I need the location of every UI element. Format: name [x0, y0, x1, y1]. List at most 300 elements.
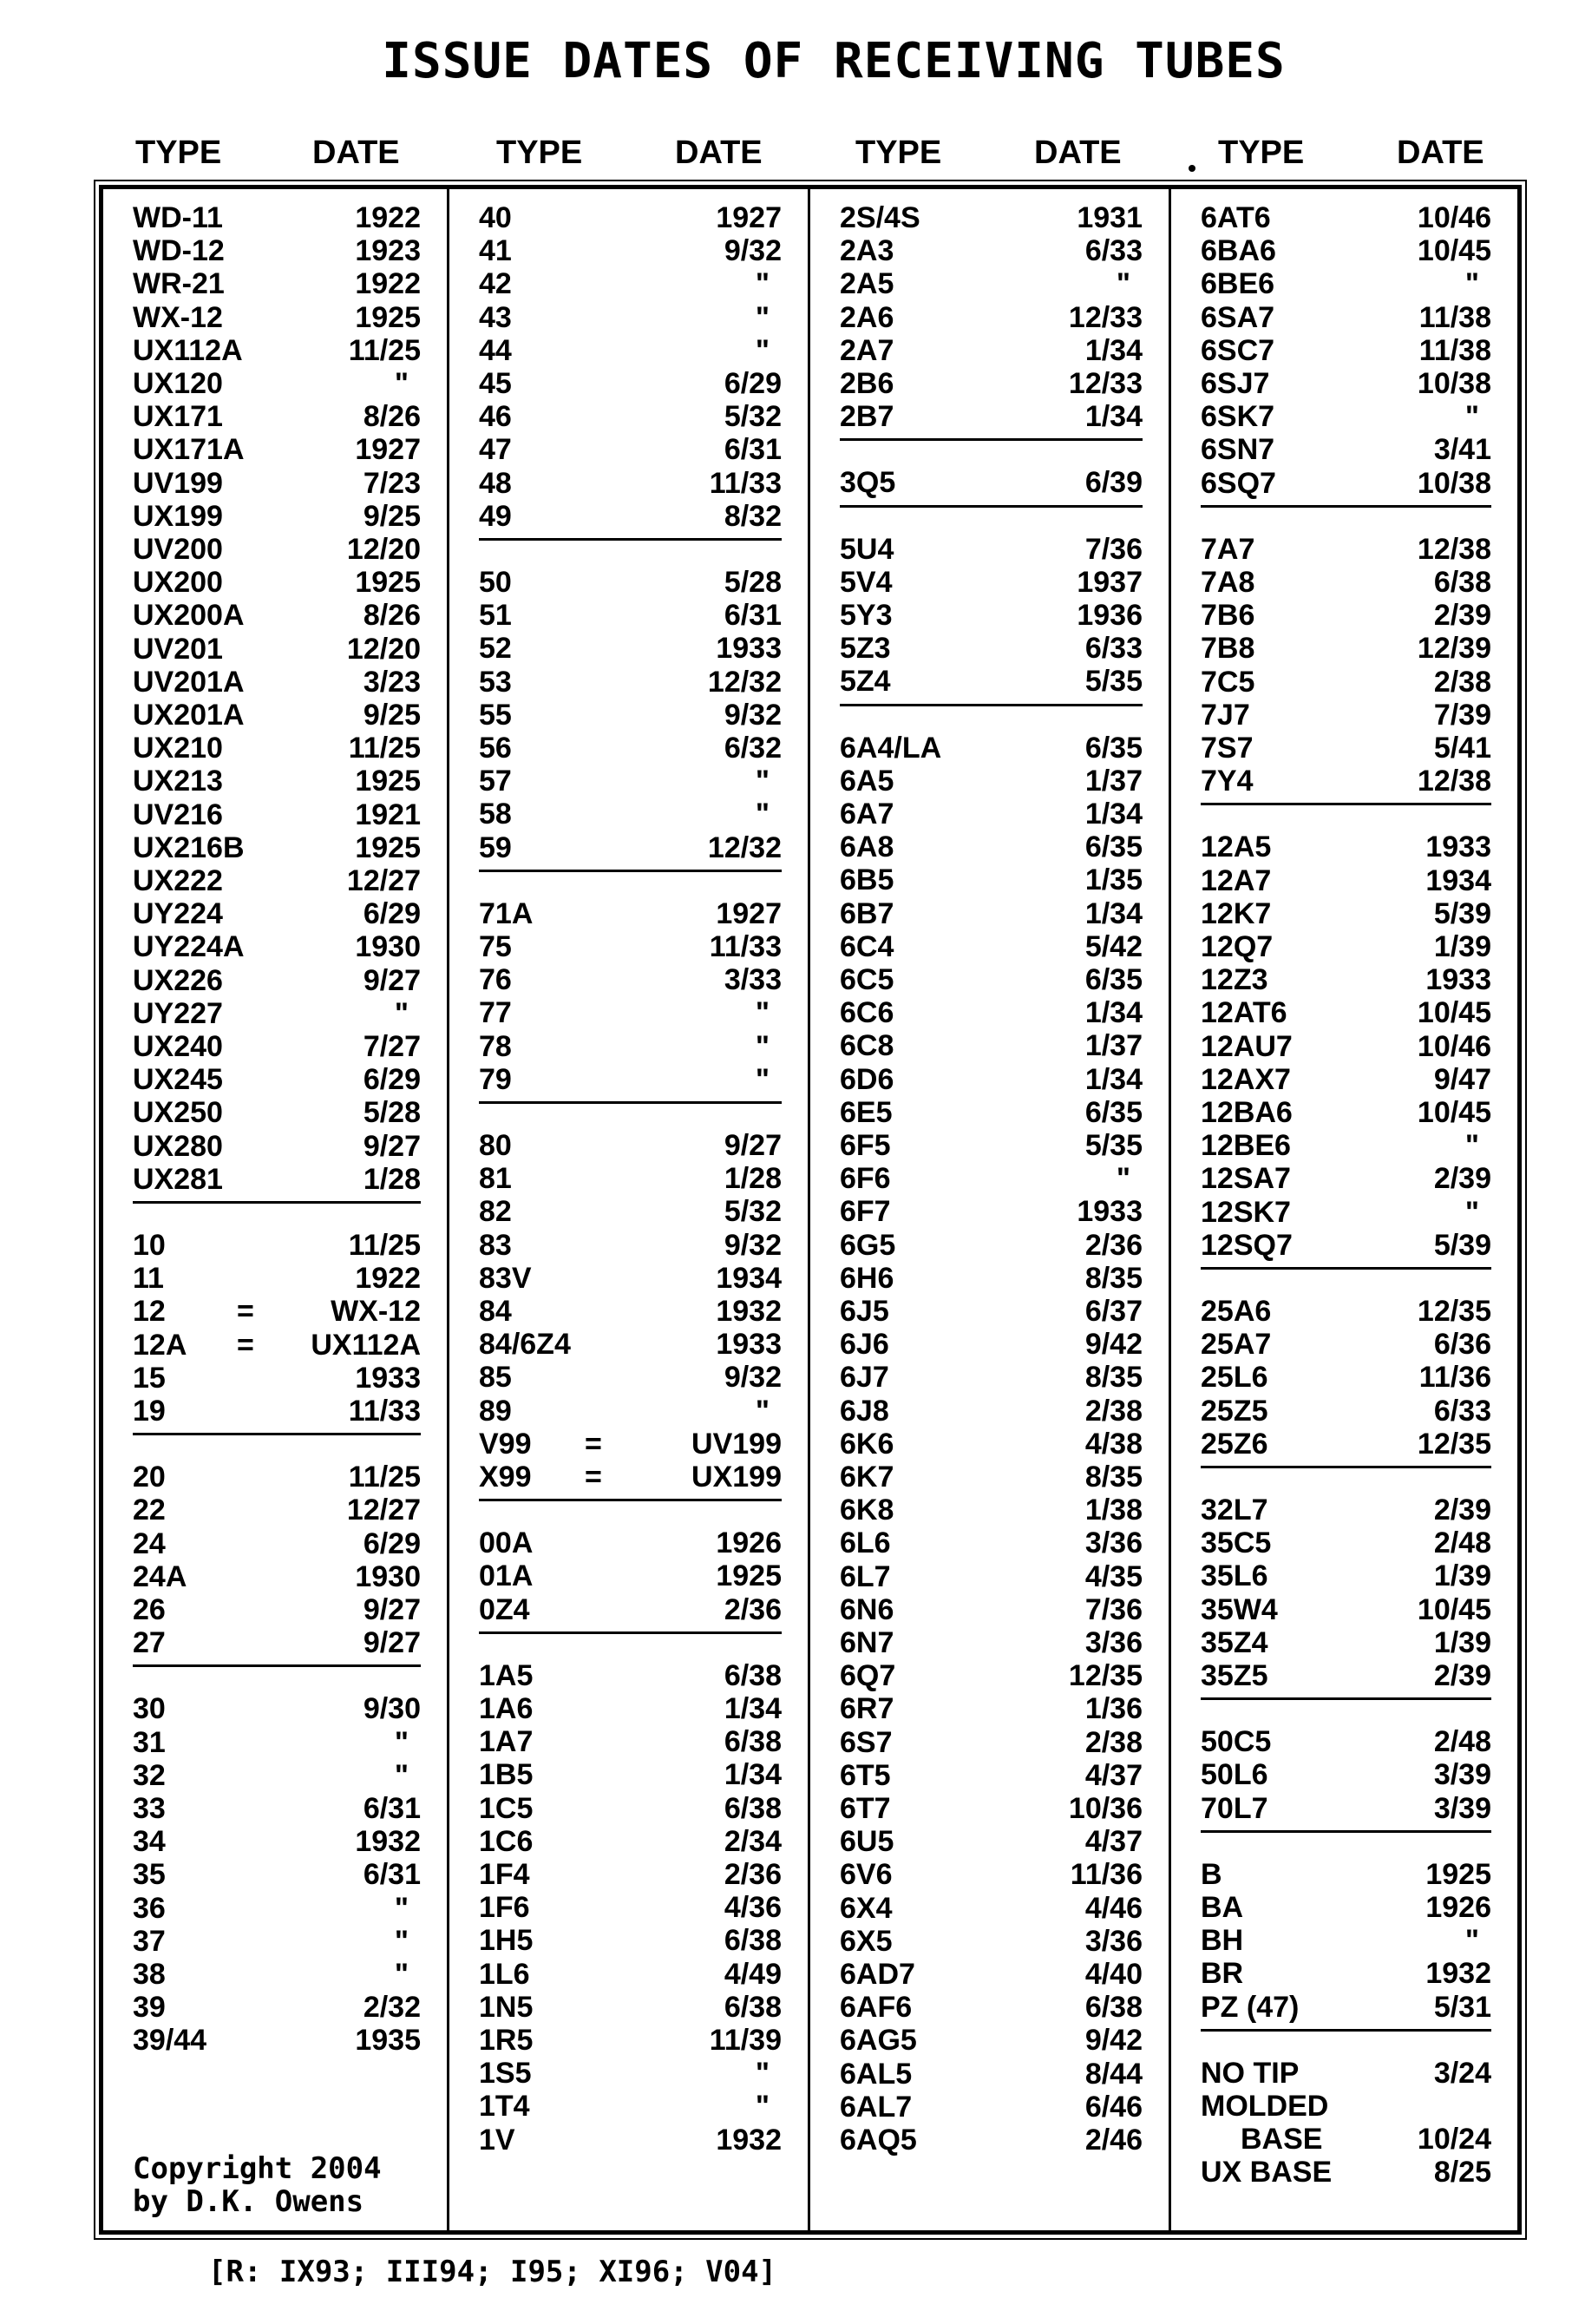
issue-date: 12/35 — [1417, 1427, 1491, 1461]
issue-date: " — [755, 996, 770, 1030]
issue-date: 1922 — [355, 267, 421, 301]
tube-type: 5U4 — [840, 532, 894, 566]
issue-date: 1/34 — [1084, 333, 1143, 367]
table-row — [103, 1130, 447, 1163]
tube-type: 12BA6 — [1201, 1096, 1293, 1129]
issue-date: UX112A — [311, 1328, 421, 1362]
tube-type: 2B6 — [840, 367, 894, 400]
table-row — [103, 334, 447, 367]
table-row — [449, 1526, 808, 1559]
tube-type: 6F5 — [840, 1129, 891, 1162]
table-row — [810, 267, 1169, 300]
issue-date: " — [755, 333, 770, 367]
issue-date: 9/32 — [724, 1228, 782, 1262]
issue-date: 12/32 — [707, 665, 782, 699]
issue-date: 3/36 — [1084, 1626, 1143, 1659]
issue-date: 6/29 — [363, 897, 421, 931]
table-row — [1171, 1030, 1517, 1063]
tube-type: 31 — [133, 1725, 166, 1759]
tube-type: 48 — [479, 466, 512, 500]
issue-date: UV199 — [691, 1427, 782, 1461]
issue-date: 7/36 — [1084, 532, 1143, 566]
tube-type: 81 — [479, 1162, 512, 1196]
table-row — [1171, 400, 1517, 433]
table-row — [1171, 1924, 1517, 1957]
tube-type: UX199 — [133, 499, 223, 533]
issue-date: 1932 — [716, 2123, 782, 2157]
table-row — [810, 1461, 1169, 1494]
tube-type: V99 — [479, 1427, 532, 1461]
issue-date: 1925 — [355, 830, 421, 864]
table-row — [103, 234, 447, 267]
table-row — [810, 1659, 1169, 1692]
tube-type: 89 — [479, 1394, 512, 1428]
issue-date: 1934 — [1425, 863, 1491, 897]
issue-date: " — [1464, 1924, 1479, 1958]
tube-type: UX200A — [133, 599, 245, 633]
issue-date: 10/46 — [1417, 1029, 1491, 1063]
table-row — [103, 997, 447, 1030]
issue-date: 5/42 — [1084, 929, 1143, 963]
header-type-1: TYPE — [135, 135, 222, 171]
issue-date: 1/34 — [1084, 400, 1143, 434]
tube-type: 6AF6 — [840, 1991, 913, 2025]
issue-date: " — [394, 1725, 409, 1759]
table-row — [810, 400, 1169, 433]
tube-type: B — [1201, 1857, 1222, 1891]
issue-date: 9/42 — [1084, 1328, 1143, 1362]
table-row — [1171, 1593, 1517, 1626]
table-row — [810, 2024, 1169, 2057]
table-row — [103, 467, 447, 500]
table-row — [1171, 930, 1517, 963]
table-row — [103, 1560, 447, 1593]
tube-type: 40 — [479, 201, 512, 234]
table-row — [1171, 1858, 1517, 1891]
tube-type: 32L7 — [1201, 1494, 1268, 1526]
table-row — [1171, 1096, 1517, 1129]
tube-type: 25Z6 — [1201, 1427, 1268, 1461]
table-row — [103, 1063, 447, 1096]
table-row — [1171, 2057, 1517, 2090]
issue-date: 11/33 — [709, 930, 782, 963]
group-separator — [479, 1101, 782, 1104]
table-row — [103, 400, 447, 433]
tube-type: 35C5 — [1201, 1526, 1272, 1560]
issue-date: 3/36 — [1084, 1526, 1143, 1560]
issue-date: 12/33 — [1068, 367, 1143, 400]
table-row — [103, 1494, 447, 1526]
tube-type: UX245 — [133, 1063, 223, 1097]
tube-type: UX213 — [133, 765, 223, 798]
table-row — [103, 798, 447, 831]
issue-date: 1925 — [355, 566, 421, 600]
table-row — [449, 1593, 808, 1626]
table-row — [103, 1527, 447, 1560]
tube-type: UY227 — [133, 996, 223, 1030]
issue-date: 1/34 — [1084, 996, 1143, 1030]
issue-date: 6/37 — [1084, 1295, 1143, 1328]
issue-date: 4/46 — [1084, 1891, 1143, 1925]
table-row — [1171, 2156, 1517, 2189]
tube-type: UV199 — [133, 466, 223, 500]
table-row — [810, 1428, 1169, 1461]
tube-type: 1A7 — [479, 1725, 534, 1759]
tube-type: 42 — [479, 267, 512, 301]
table-row — [103, 1362, 447, 1395]
tube-type: NO TIP — [1201, 2056, 1300, 2090]
table-row — [810, 1825, 1169, 1858]
issue-date: 1932 — [1425, 1957, 1491, 1991]
issue-date: WX-12 — [331, 1295, 421, 1329]
table-row — [449, 996, 808, 1029]
tube-type: 35 — [133, 1858, 166, 1892]
table-row — [1171, 301, 1517, 334]
equals-sign: = — [237, 1328, 254, 1362]
tube-type: 12A — [133, 1328, 187, 1362]
issue-date: 6/38 — [724, 1658, 782, 1692]
tube-type: UV216 — [133, 798, 223, 831]
tube-type: 46 — [479, 400, 512, 434]
table-row — [1171, 1758, 1517, 1791]
issue-date: 11/33 — [348, 1395, 421, 1428]
issue-date: 1927 — [716, 896, 782, 930]
issue-date: " — [1464, 1195, 1479, 1229]
tube-type: 35L6 — [1201, 1559, 1268, 1593]
tube-type: 7A8 — [1201, 566, 1255, 599]
tube-type: 32 — [133, 1758, 166, 1792]
table-row — [810, 632, 1169, 665]
table-row — [103, 699, 447, 732]
tube-type: 39 — [133, 1991, 166, 2025]
header-type-2: TYPE — [496, 135, 583, 171]
tube-type: 10 — [133, 1229, 166, 1262]
issue-date: 1932 — [716, 1295, 782, 1328]
table-row — [810, 1759, 1169, 1792]
issue-date: 1/37 — [1084, 764, 1143, 798]
tube-type: 79 — [479, 1062, 512, 1096]
issue-date: 1934 — [716, 1261, 782, 1295]
issue-date: 11/33 — [709, 466, 782, 500]
table-row — [810, 1229, 1169, 1262]
issue-date: 10/45 — [1417, 1592, 1491, 1626]
table-row — [810, 930, 1169, 963]
tube-type: 26 — [133, 1593, 166, 1626]
issue-date: 2/39 — [1433, 1162, 1491, 1196]
tube-type: 6J7 — [840, 1361, 889, 1395]
table-row — [449, 267, 808, 300]
table-row — [1171, 1129, 1517, 1162]
issue-date: 1925 — [355, 765, 421, 798]
table-row — [103, 367, 447, 400]
tube-type: MOLDED — [1201, 2090, 1329, 2123]
table-row — [1171, 433, 1517, 466]
issue-date: 1/34 — [1084, 798, 1143, 830]
table-row — [449, 1428, 808, 1461]
tube-type: 3Q5 — [840, 466, 896, 500]
issue-date: 1925 — [1425, 1857, 1491, 1891]
table-row — [449, 201, 808, 234]
tube-type: 6E5 — [840, 1095, 893, 1129]
issue-date: " — [755, 267, 770, 301]
tube-type: 6C6 — [840, 996, 894, 1030]
issue-date: 1926 — [1425, 1891, 1491, 1924]
issue-date: 2/36 — [724, 1858, 782, 1891]
issue-date: " — [755, 2057, 770, 2091]
table-row — [103, 1593, 447, 1626]
tube-type: 37 — [133, 1924, 166, 1958]
table-row — [810, 1792, 1169, 1825]
table-row — [1171, 699, 1517, 732]
issue-date: 2/46 — [1084, 2124, 1143, 2157]
tube-type: 15 — [133, 1361, 166, 1395]
issue-date: 8/44 — [1084, 2057, 1143, 2091]
group-separator — [1201, 803, 1491, 805]
issue-date: 11/36 — [1070, 1858, 1143, 1892]
tube-type: 12Z3 — [1201, 963, 1268, 997]
tube-type: 50L6 — [1201, 1758, 1268, 1792]
issue-date: 6/33 — [1084, 234, 1143, 268]
issue-date: 1933 — [716, 632, 782, 666]
issue-date: 6/38 — [724, 1725, 782, 1759]
table-row — [449, 930, 808, 963]
tube-type: 12A7 — [1201, 863, 1272, 897]
tube-type: 2A5 — [840, 267, 894, 301]
table-row — [103, 1229, 447, 1262]
table-row — [1171, 1792, 1517, 1825]
tube-type: 6SA7 — [1201, 300, 1275, 334]
issue-date: 11/38 — [1418, 333, 1491, 367]
tube-type: 1F4 — [479, 1858, 530, 1891]
tube-type: 12 — [133, 1295, 166, 1329]
issue-date: " — [394, 996, 409, 1030]
header-date-2: DATE — [675, 135, 763, 171]
table-row — [1171, 996, 1517, 1029]
table-column-3 — [810, 189, 1169, 2230]
issue-date: 1935 — [355, 2024, 421, 2058]
issue-date: 1933 — [355, 1361, 421, 1395]
tube-type: 47 — [479, 433, 512, 467]
issue-date: 1/34 — [1084, 896, 1143, 930]
table-row — [1171, 1991, 1517, 2024]
table-row — [103, 1925, 447, 1958]
table-row — [103, 201, 447, 234]
tube-type: UX200 — [133, 566, 223, 600]
tube-type: 24A — [133, 1559, 187, 1593]
issue-date: 5/39 — [1433, 1228, 1491, 1262]
issue-date: 1/35 — [1084, 863, 1143, 897]
issue-date: 1930 — [355, 1559, 421, 1593]
tube-type: 6AL7 — [840, 2090, 913, 2124]
tube-type: 6D6 — [840, 1062, 894, 1096]
tube-type: 77 — [479, 996, 512, 1030]
table-row — [103, 1958, 447, 1991]
table-row — [449, 1262, 808, 1295]
tube-type: 6K6 — [840, 1427, 894, 1461]
issue-date: 11/25 — [348, 1229, 421, 1262]
tube-type: 0Z4 — [479, 1592, 530, 1626]
tube-type: UX210 — [133, 732, 223, 765]
issue-date: 6/29 — [363, 1526, 421, 1560]
issue-date: 9/27 — [363, 1593, 421, 1626]
tube-type: 35Z5 — [1201, 1659, 1268, 1692]
tube-type: UX240 — [133, 1030, 223, 1063]
issue-date: 2/36 — [724, 1592, 782, 1626]
issue-date: " — [755, 300, 770, 334]
tube-type: 6R7 — [840, 1692, 894, 1726]
tube-type: 1F6 — [479, 1891, 530, 1925]
tube-type: 1A5 — [479, 1658, 534, 1692]
tube-type: 53 — [479, 665, 512, 699]
tube-type: UV201A — [133, 665, 245, 699]
table-row — [810, 2058, 1169, 2091]
tube-type: 6J5 — [840, 1295, 889, 1328]
table-row — [103, 1163, 447, 1196]
issue-date: 6/35 — [1084, 963, 1143, 996]
tube-type: UX BASE — [1201, 2156, 1333, 2189]
tube-type: 6A5 — [840, 764, 894, 798]
tube-type: 6L7 — [840, 1559, 891, 1593]
tube-type: 11 — [133, 1262, 164, 1296]
issue-date: " — [755, 1029, 770, 1063]
issue-date: " — [1464, 267, 1479, 301]
tube-type: UX201A — [133, 699, 245, 732]
issue-date: 1927 — [716, 201, 782, 234]
tube-type: 12SA7 — [1201, 1162, 1291, 1196]
tube-type: UY224 — [133, 897, 223, 931]
group-separator — [840, 438, 1143, 441]
table-row — [449, 1162, 808, 1195]
table-row — [103, 1626, 447, 1659]
table-row — [810, 1129, 1169, 1162]
table-row — [103, 666, 447, 699]
tube-type: 5Z4 — [840, 665, 891, 699]
table-row — [449, 732, 808, 765]
table-row — [449, 1891, 808, 1924]
table-row — [810, 1029, 1169, 1062]
tube-type: 6K8 — [840, 1494, 894, 1527]
tube-type: 6SN7 — [1201, 433, 1275, 467]
tube-type: BA — [1201, 1891, 1244, 1924]
revision-footer: [R: IX93; III94; I95; XI96; V04] — [208, 2255, 777, 2289]
table-column-2 — [449, 189, 808, 2230]
tube-type: 6A8 — [840, 830, 894, 864]
tube-type: 12Q7 — [1201, 930, 1274, 963]
issue-date: 1922 — [355, 201, 421, 234]
issue-date: 8/26 — [363, 400, 421, 434]
tube-type: 6X4 — [840, 1891, 893, 1925]
tube-type: 1V — [479, 2123, 515, 2157]
table-row — [810, 1361, 1169, 1394]
table-row — [1171, 201, 1517, 234]
table-row — [810, 1560, 1169, 1593]
issue-date: 6/32 — [724, 732, 782, 765]
tube-type: 83 — [479, 1228, 512, 1262]
tube-type: 6A4/LA — [840, 731, 942, 765]
tube-type: 52 — [479, 632, 512, 666]
group-separator — [840, 505, 1143, 508]
table-row — [103, 1991, 447, 2024]
copyright-line: by D.K. Owens — [133, 2184, 364, 2219]
table-row — [103, 1892, 447, 1925]
issue-date: 5/32 — [724, 400, 782, 434]
table-row — [449, 1991, 808, 2024]
issue-date: 7/27 — [363, 1030, 421, 1063]
tube-type: 6J8 — [840, 1394, 889, 1428]
table-row — [449, 433, 808, 466]
tube-type: 12K7 — [1201, 896, 1272, 930]
issue-date: 1933 — [1425, 830, 1491, 864]
tube-type: 6L6 — [840, 1526, 891, 1560]
issue-date: 6/33 — [1433, 1394, 1491, 1428]
table-row — [810, 798, 1169, 830]
tube-type: 6N7 — [840, 1626, 894, 1659]
tube-type: 6K7 — [840, 1461, 894, 1494]
issue-date: 9/32 — [724, 698, 782, 732]
issue-date: 1/39 — [1433, 1625, 1491, 1659]
table-row — [1171, 1328, 1517, 1361]
tube-type: 25A7 — [1201, 1328, 1272, 1362]
issue-date: 6/36 — [1433, 1328, 1491, 1362]
group-separator — [1201, 505, 1491, 508]
table-row — [1171, 732, 1517, 765]
table-row — [103, 1329, 447, 1362]
tube-type: BASE — [1241, 2123, 1323, 2157]
issue-date: 4/37 — [1084, 1825, 1143, 1859]
issue-date: 1930 — [355, 930, 421, 964]
issue-date: 6/35 — [1084, 1095, 1143, 1129]
table-row — [810, 367, 1169, 400]
table-row — [449, 831, 808, 864]
issue-date: 12/27 — [346, 1494, 421, 1527]
table-row — [449, 897, 808, 930]
tube-type: UY224A — [133, 930, 245, 964]
issue-date: 6/38 — [724, 1791, 782, 1825]
tube-type: 55 — [479, 698, 512, 732]
table-row — [103, 1858, 447, 1891]
group-separator — [1201, 1267, 1491, 1270]
tube-type: WD-12 — [133, 234, 225, 268]
table-row — [449, 963, 808, 996]
table-row — [810, 863, 1169, 896]
issue-date: " — [1464, 1129, 1479, 1163]
issue-date: 5/32 — [724, 1195, 782, 1229]
issue-date: 1/39 — [1433, 1559, 1491, 1593]
table-row — [810, 1195, 1169, 1228]
issue-date: 3/39 — [1433, 1758, 1491, 1792]
issue-date: 9/32 — [724, 234, 782, 268]
tube-type: UX120 — [133, 367, 223, 400]
table-row — [449, 367, 808, 400]
tube-type: UX112A — [133, 333, 243, 367]
tube-type: 1C5 — [479, 1791, 534, 1825]
group-separator — [479, 870, 782, 872]
table-row — [1171, 566, 1517, 599]
tube-type: UX171 — [133, 400, 223, 434]
table-row — [810, 566, 1169, 599]
issue-date: 6/31 — [363, 1792, 421, 1825]
issue-date: 1922 — [355, 1262, 421, 1296]
table-row — [449, 2057, 808, 2090]
issue-date: 6/35 — [1084, 731, 1143, 765]
issue-date: 1/28 — [724, 1162, 782, 1196]
table-row — [810, 1726, 1169, 1759]
issue-date: 6/35 — [1084, 830, 1143, 864]
table-row — [810, 1162, 1169, 1195]
table-row — [1171, 1526, 1517, 1559]
table-row — [449, 1063, 808, 1096]
table-row — [103, 433, 447, 466]
